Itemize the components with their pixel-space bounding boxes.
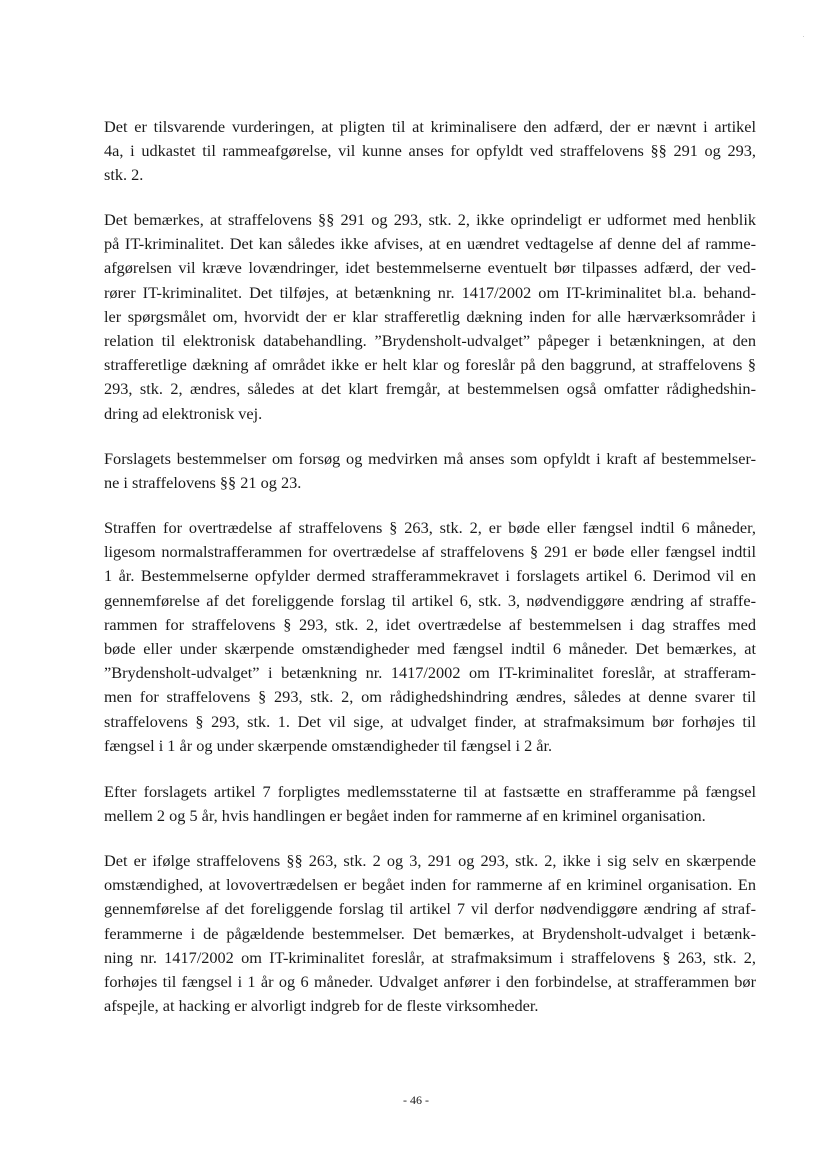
text-line: Forslagets bestemmelser om forsøg og medvirken må anses som opfyldt i kraft af bestemmelser- bbox=[104, 449, 756, 468]
text-line: afgørelsen vil kræve lovændringer, idet bestemmelserne eventuelt bør tilpasses adfærd, der ved- bbox=[104, 258, 756, 278]
text-line: ler spørgsmålet om, hvorvidt der er klar strafferetlig dækning inden for alle hærværksområder i bbox=[104, 306, 756, 326]
text-line: gennemførelse af det foreliggende forslag til artikel 7 vil derfor nødvendiggøre ændring af straf- bbox=[104, 899, 756, 919]
text-line: bøde eller under skærpende omstændigheder med fængsel indtil 6 måneder. Det bemærkes, at bbox=[104, 639, 756, 659]
text-line: fængsel i 1 år og under skærpende omstændigheder til fængsel i 2 år. bbox=[104, 735, 553, 755]
text-line: omstændighed, at lovovertrædelsen er begået inden for rammerne af en kriminel organisation. En bbox=[104, 875, 756, 895]
text-line: Det bemærkes, at straffelovens §§ 291 og 293, stk. 2, ikke oprindeligt er udformet med henblik bbox=[104, 210, 756, 229]
text-line: 1 år. Bestemmelserne opfylder dermed strafferammekravet i forslagets artikel 6. Derimod vil en bbox=[104, 566, 756, 586]
paragraph-attempt-complicity bbox=[104, 447, 756, 495]
text-line: dring ad elektronisk vej. bbox=[104, 403, 263, 423]
text-line: 4a, i udkastet til rammeafgørelse, vil kunne anses for opfyldt ved straffelovens §§ 291 og 293, bbox=[104, 141, 756, 161]
text-line: Straffen for overtrædelse af straffelovens § 263, stk. 2, er bøde eller fængsel indtil 6 måneder, bbox=[104, 518, 756, 537]
text-line: på IT-kriminalitet. Det kan således ikke afvises, at en uændret vedtagelse af denne del af ramme- bbox=[104, 234, 756, 254]
text-line: ne i straffelovens §§ 21 og 23. bbox=[104, 473, 302, 493]
paragraph-it-crime bbox=[104, 208, 756, 426]
text-line: ferammerne i de pågældende bestemmelser. Det bemærkes, at Brydensholt-udvalget i betænk- bbox=[104, 923, 756, 943]
page-number: - 46 - bbox=[403, 1093, 429, 1107]
text-line: rammen for straffelovens § 293, stk. 2, idet overtrædelse af bestemmelsen i dag straffes med bbox=[104, 614, 756, 634]
text-line: ”Brydensholt-udvalget” i betænkning nr. 1417/2002 om IT-kriminalitet foreslår, at strafferam- bbox=[104, 663, 756, 683]
text-line: Det er ifølge straffelovens §§ 263, stk. 2 og 3, 291 og 293, stk. 2, ikke i sig selv en skærpende bbox=[104, 851, 756, 870]
text-line: Efter forslagets artikel 7 forpligtes medlemsstaterne til at fastsætte en strafferamme på fængsel bbox=[104, 782, 756, 801]
text-line: gennemførelse af det foreliggende forslag til artikel 6, stk. 3, nødvendiggøre ændring af straffe- bbox=[104, 590, 756, 610]
text-line: strafferetlige dækning af området ikke er helt klar og foreslår på den baggrund, at straffelovens § bbox=[104, 355, 756, 375]
text-line: afspejle, at hacking er alvorligt indgreb for de fleste virksomheder. bbox=[104, 996, 539, 1016]
text-line: Det er tilsvarende vurderingen, at pligten til at kriminalisere den adfærd, der er nævnt i artikel bbox=[104, 117, 756, 136]
text-line: mellem 2 og 5 år, hvis handlingen er begået inden for rammerne af en kriminel organisation. bbox=[104, 806, 706, 826]
paragraph-penalty-framework bbox=[104, 516, 756, 758]
paragraph-criminal-organisation bbox=[104, 849, 756, 1018]
paragraph-article-4a bbox=[104, 115, 756, 188]
text-line: straffelovens § 293, stk. 1. Det vil sige, at udvalget finder, at strafmaksimum bør forhøjes til bbox=[104, 711, 756, 731]
text-line: men for straffelovens § 293, stk. 2, om rådighedshindring ændres, således at denne svarer til bbox=[104, 687, 756, 707]
scan-speck bbox=[803, 36, 804, 37]
text-line: ligesom normalstrafferammen for overtrædelse af straffelovens § 291 er bøde eller fængsel indtil bbox=[104, 542, 756, 562]
text-line: 293, stk. 2, ændres, således at det klart fremgår, at bestemmelsen også omfatter rådighedshin- bbox=[104, 379, 756, 399]
text-line: stk. 2. bbox=[104, 165, 144, 185]
text-line: ning nr. 1417/2002 om IT-kriminalitet foreslår, at strafmaksimum i straffelovens § 263, stk. 2, bbox=[104, 947, 756, 967]
text-line: forhøjes til fængsel i 1 år og 6 måneder. Udvalget anfører i den forbindelse, at strafferammen bør bbox=[104, 972, 756, 992]
paragraph-article-7 bbox=[104, 780, 756, 828]
text-line: relation til elektronisk databehandling. ”Brydensholt-udvalget” påpeger i betænkningen, at den bbox=[104, 331, 756, 351]
text-line: rører IT-kriminalitet. Det tilføjes, at betænkning nr. 1417/2002 om IT-kriminalitet bl.a. behand- bbox=[104, 282, 756, 302]
